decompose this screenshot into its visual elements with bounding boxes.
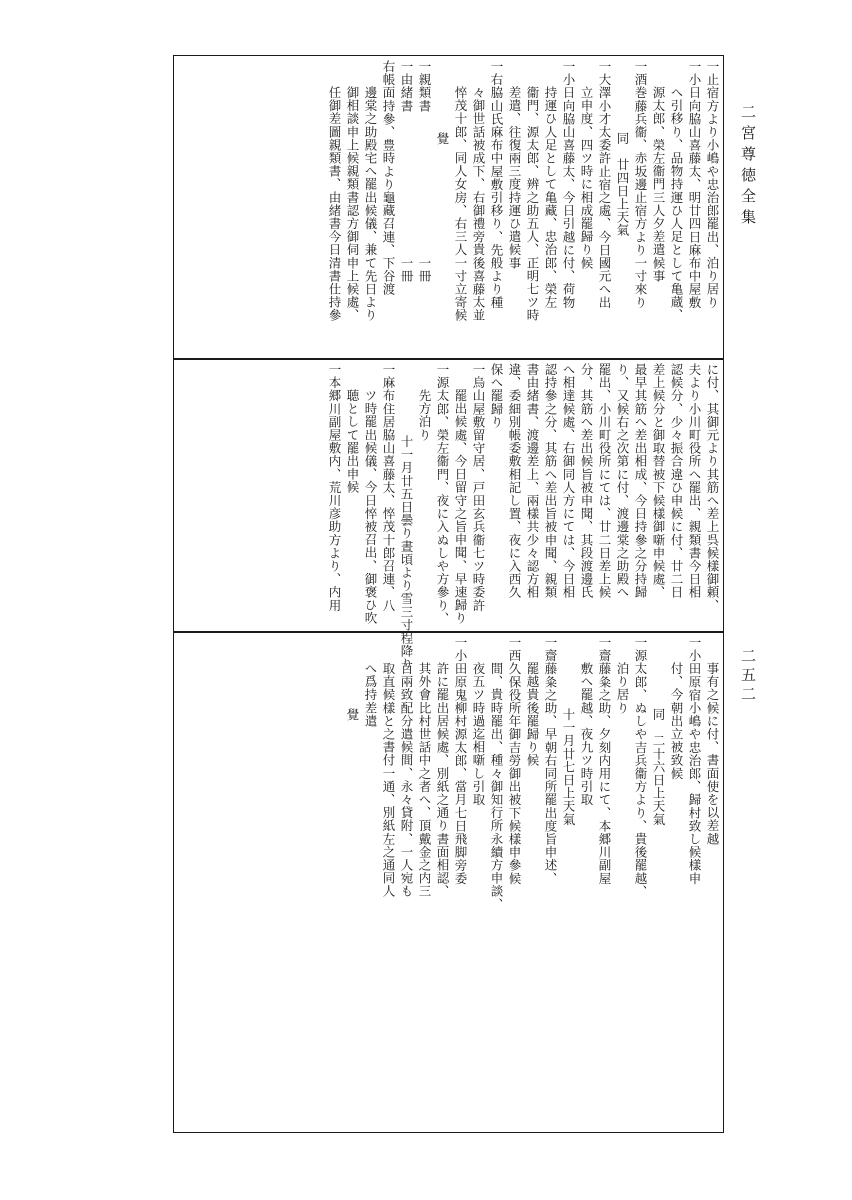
text-line: 悴茂十郎、同人女房、右三人一寸立寄候 <box>453 86 468 322</box>
text-line: 一酒巻藤兵衞、赤坂邊止宿方より一寸來り <box>633 60 648 309</box>
text-line: へ爲持差遣 <box>363 662 378 728</box>
text-line: 取直候樣と之書付一通、別紙左之通同人 <box>381 662 396 898</box>
text-line: ツ時罷出候儀、今日悴被召出、御褒ひ吹 <box>363 389 378 625</box>
text-line: 一右脇山氏麻布中屋敷引移り、先般より種 <box>489 60 504 309</box>
text-line: 罷出候處、今日留守之旨申聞、早速歸り <box>453 389 468 625</box>
text-line: 源太郎、榮左衞門三人夕差遣候事 <box>651 86 666 283</box>
text-line: 十一月廿七日上天氣 <box>561 708 576 826</box>
text-line: 許に罷出居候處、別紙之通り書面相認、 <box>435 662 450 898</box>
text-line: 付、今朝出立被致候 <box>669 662 684 780</box>
text-line: 右帳面持參、豊時より龜藏召連、下谷渡 <box>381 60 396 296</box>
text-line: 敷へ罷越、夜九ツ時引取 <box>579 662 594 807</box>
text-line: 認持參之分、其筋へ差出旨被申聞、親類 <box>543 363 558 599</box>
text-line: 立申度、四ツ時に相成罷歸り候 <box>579 86 594 270</box>
text-line: 持運ひ人足として亀藏、忠治郎、榮左 <box>543 86 558 309</box>
text-line: 認候分、少々振合違ひ申候に付、廿二日 <box>669 363 684 599</box>
text-line: 保へ罷歸り <box>489 363 504 429</box>
text-line: 書由緒書、渡邊差上、兩樣共少々認方相 <box>525 363 540 599</box>
text-band-middle <box>178 363 720 671</box>
text-line: 々御世話被成下、右御禮旁貴後喜藤太並 <box>471 86 486 322</box>
text-line: 一小田原宿小嶋や忠治郎、歸村致し候樣申 <box>687 636 702 885</box>
section-divider <box>173 358 724 360</box>
text-line: 一齋藤粂之助、早朝右同所罷出度旨申述、 <box>543 636 558 885</box>
text-line: 覺 <box>345 708 360 722</box>
text-line: 違、委細別帳委敷相記し置、夜に入西久 <box>507 363 522 599</box>
text-line: 十一月廿五日曇り晝頃より雪三寸程降り <box>399 435 414 671</box>
text-line: 最早其筋へ差出相成、今日持參之分持歸 <box>633 363 648 599</box>
text-line: 一齋藤粂之助、夕刻内用にて、本郷川副屋 <box>597 636 612 885</box>
page-title: 二宮尊徳全集 <box>739 104 757 230</box>
text-line: 御相談申上候親類書認方御伺申上候處、 <box>345 86 360 322</box>
text-line: 百兩致配分遣候間、永々貸附、一人宛も <box>399 662 414 898</box>
text-line: 罷越貴後罷歸り候 <box>525 662 540 767</box>
text-line: 同 廿四日上天氣 <box>615 132 630 237</box>
text-line: 間、貴時罷出、種々御知行所永續方申談、 <box>489 662 504 911</box>
text-line: 一大澤小才太委許止宿之處、今日國元へ出 <box>597 60 612 309</box>
text-band-top <box>178 60 718 356</box>
text-line: 事有之候に付、書面使を以差越 <box>705 662 720 846</box>
text-line: 夜五ツ時過迄相噺し引取 <box>471 662 486 807</box>
text-line: 邊棠之助殿宅へ罷出候儀、兼て先日より <box>363 86 378 322</box>
page-number: 二五二 <box>739 648 757 705</box>
text-line: 先方泊り <box>417 389 432 442</box>
text-line: 一西久保役所年御吉勞御出被下候樣申參候 <box>507 636 522 885</box>
text-line: 一親類書 一冊 <box>417 60 432 283</box>
text-line: 一止宿方より小嶋や忠治郎罷出、泊り居り <box>705 60 720 309</box>
text-band-bottom <box>178 636 718 1126</box>
text-line: り、又候右之次第に付、渡邊棠之助殿へ <box>615 363 630 599</box>
text-line: に付、其御元より其筋へ差上呉候樣御頼、 <box>705 363 720 612</box>
text-line: 一小日向脇山喜藤太、今日引越に付、荷物 <box>561 60 576 309</box>
text-line: 夫より小川町役所へ罷出、親類書今日相 <box>687 363 702 599</box>
text-line: へ引移り、品物持運ひ人足として亀蔵、 <box>669 86 684 322</box>
text-line: 一小田原鬼柳村源太郎、當月七日飛脚旁委 <box>453 636 468 885</box>
text-line: 其外會比村世話中之者へ、頂戴金之内三 <box>417 662 432 898</box>
section-divider <box>173 631 724 633</box>
text-line: 差遣、往復兩三度持運ひ遣候事 <box>507 86 522 270</box>
text-line: 覺 <box>435 132 450 146</box>
text-line: 一源太郎、榮左衞門、夜に入ぬしや方參り、 <box>435 363 450 625</box>
text-line: 一由緒書 一冊 <box>399 60 414 283</box>
text-line: 一麻布住居脇山喜藤太、悴茂十郎召連、八 <box>381 363 396 612</box>
text-line: 一小日向脇山喜藤太、明廿四日麻布中屋敷 <box>687 60 702 309</box>
text-line: 分、其筋へ差出候旨被申聞、其段渡邊氏 <box>579 363 594 599</box>
text-line: 泊り居り <box>615 662 630 715</box>
text-line: 一本郷川副屋敷内、荒川彦助方より、内用 <box>327 363 342 612</box>
text-line: 同 二十六日上天氣 <box>651 708 666 826</box>
text-line: 一烏山屋敷留守居、戸田玄兵衞七ツ時委許 <box>471 363 486 612</box>
text-line: 罷出、小川町役所にては、廿二日差上候 <box>597 363 612 599</box>
text-line: 任御差圖親類書、由緒書今日清書仕持參 <box>327 86 342 322</box>
text-line: 一源太郎、ぬしや吉兵衞方より、貴後罷越、 <box>633 636 648 898</box>
text-line: 聴として罷出申候 <box>345 389 360 494</box>
text-line: 衞門、源太郎、辨之助五人、正明七ツ時 <box>525 86 540 322</box>
text-line: 差上候分と御取替被下候樣御噺申候處、 <box>651 363 666 599</box>
text-line: へ相達候處、右御同人方にては、今日相 <box>561 363 576 599</box>
